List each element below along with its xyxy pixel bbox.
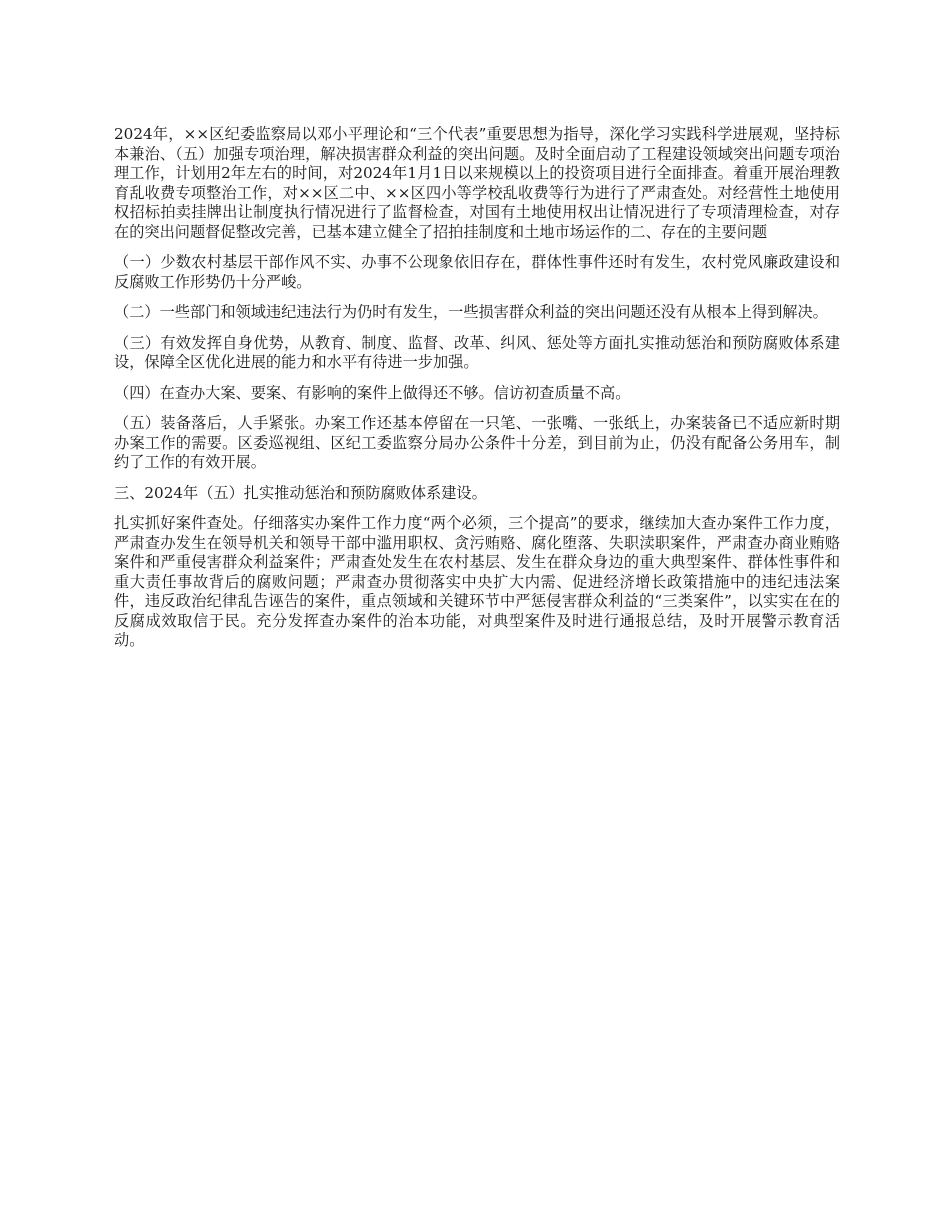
problem-item-4: （四）在查办大案、要案、有影响的案件上做得还不够。信访初查质量不高。 bbox=[114, 383, 631, 402]
problem-item-3: （三）有效发挥自身优势，从教育、制度、监督、改革、纠风、惩处等方面扎实推动惩治和预防腐败体系建设，保障全区优化进展的能力和水平有待进一步加强。 bbox=[114, 333, 840, 371]
problem-item-2: （二）一些部门和领域违纪违法行为仍时有发生，一些损害群众利益的突出问题还没有从根本上得到解决。 bbox=[114, 303, 828, 321]
section-heading-3: 三、2024年（五）扎实推动惩治和预防腐败体系建设。 bbox=[114, 483, 487, 502]
document-body bbox=[114, 125, 840, 662]
case-handling-paragraph: 扎实抓好案件查处。仔细落实办案件工作力度“两个必须，三个提高”的要求，继续加大查办案件工作力度，严肃查办发生在领导机关和领导干部中滥用职权、贪污贿赂、腐化堕落、失职渎职案件，严肃查办商业贿赂案件和严重侵害群众利益案件；严肃查处发生在农村基层、发生在群众身边的重大典型案件、群体性事件和重大责任事故背后的腐败问题；严肃查办贯彻落实中央扩大内需、促进经济增长政策措施中的违纪违法案件，违反政治纪律乱告诬告的案件，重点领域和关键环节中严惩侵害群众利益的“三类案件”，以实实在在的反腐成效取信于民。充分发挥查办案件的治本功能，对典型案件及时进行通报总结，及时开展警示教育活动。 bbox=[114, 514, 840, 649]
intro-paragraph: 2024年，××区纪委监察局以邓小平理论和“三个代表”重要思想为指导，深化学习实践科学进展观，坚持标本兼治、（五）加强专项治理，解决损害群众利益的突出问题。及时全面启动了工程建设领域突出问题专项治理工作，计划用2年左右的时间，对2024年1月1日以来规模以上的投资项目进行全面排查。着重开展治理教育乱收费专项整治工作，对××区二中、××区四小等学校乱收费等行为进行了严肃查处。对经营性土地使用权招标拍卖挂牌出让制度执行情况进行了监督检查，对国有土地使用权出让情况进行了专项清理检查，对存在的突出问题督促整改完善，已基本建立健全了招拍挂制度和土地市场运作的二、存在的主要问题 bbox=[114, 125, 840, 241]
problem-item-1: （一）少数农村基层干部作风不实、办事不公现象依旧存在，群体性事件还时有发生，农村党风廉政建设和反腐败工作形势仍十分严峻。 bbox=[114, 253, 840, 291]
problem-item-5: （五）装备落后，人手紧张。办案工作还基本停留在一只笔、一张嘴、一张纸上，办案装备已不适应新时期办案工作的需要。区委巡视组、区纪工委监察分局办公条件十分差，到目前为止，仍没有配备公务用车，制约了工作的有效开展。 bbox=[114, 414, 840, 471]
